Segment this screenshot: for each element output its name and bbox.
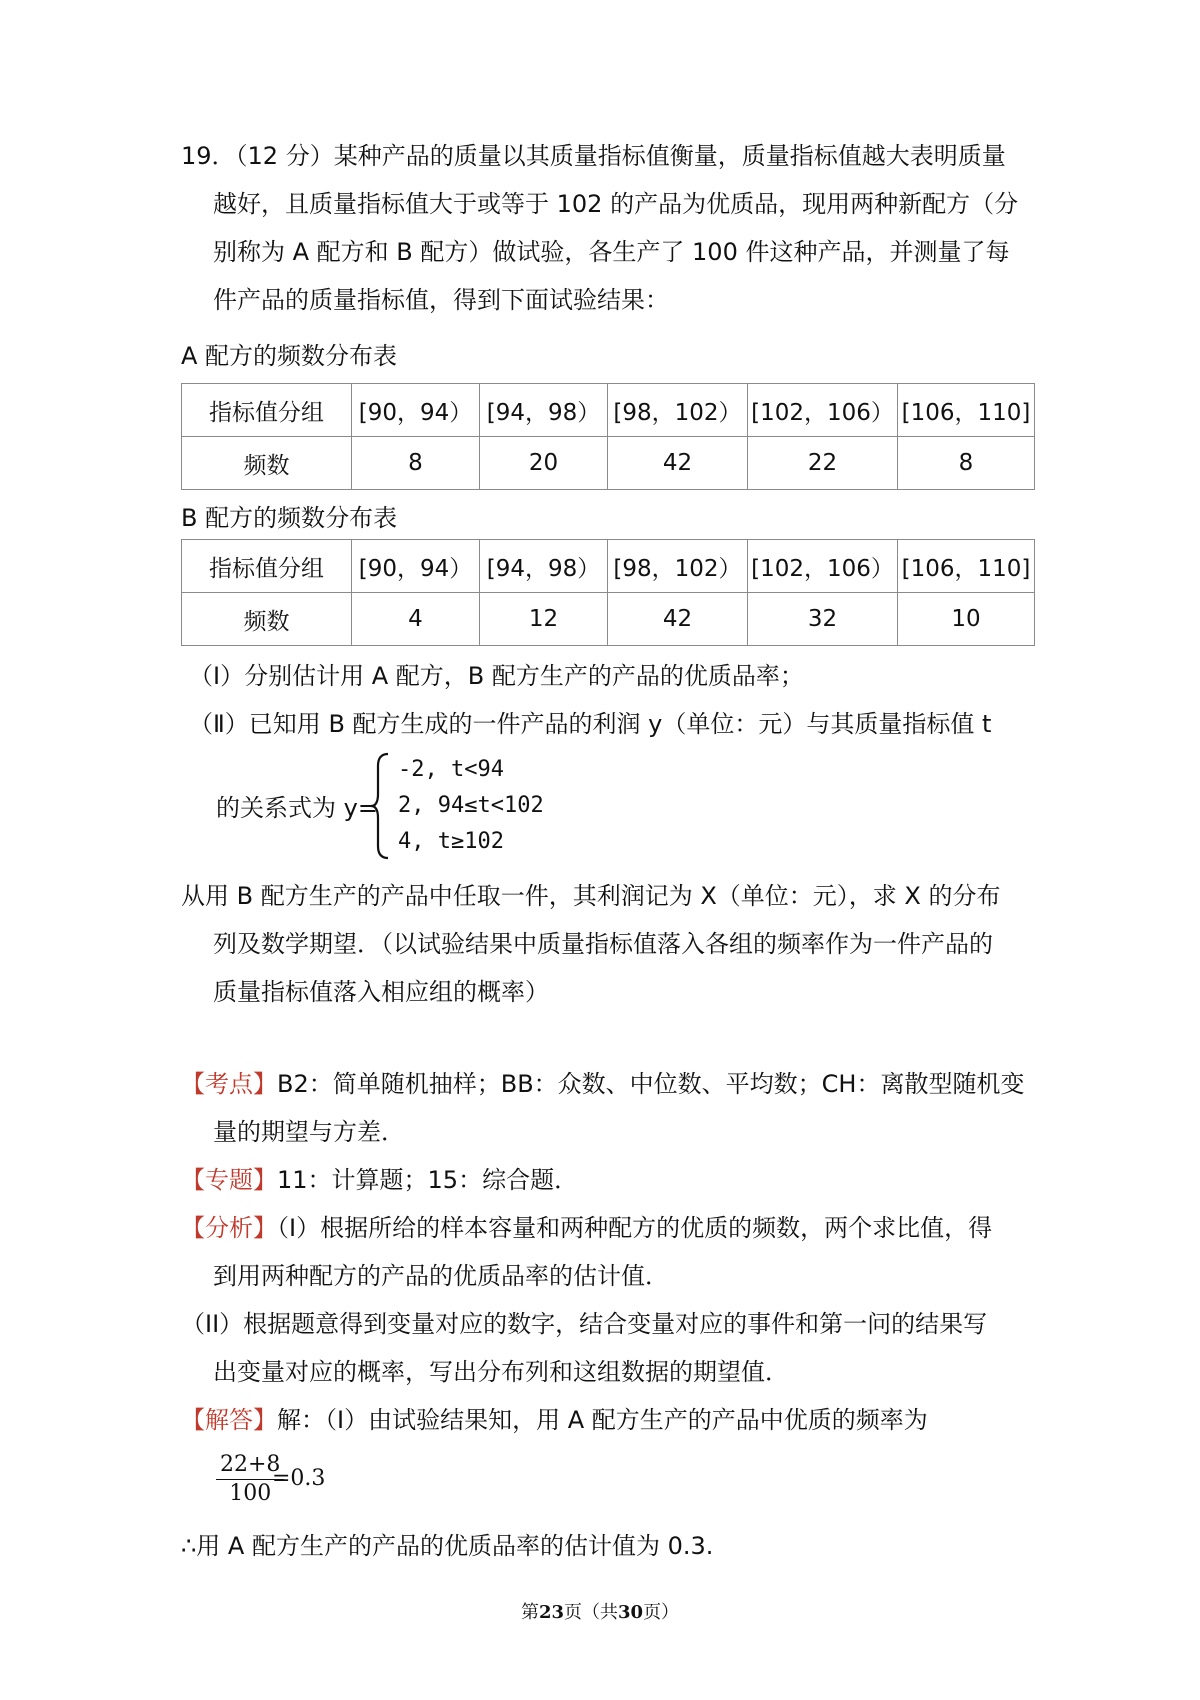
table-header-cell: [102，106） (748, 540, 898, 593)
piecewise-case-1: -2, t<94 (398, 757, 504, 782)
table-cell: 42 (608, 437, 748, 490)
fenxi-text-3: （II）根据题意得到变量对应的数字，结合变量对应的事件和第一问的结果写 (181, 1310, 988, 1338)
table-cell: 20 (480, 437, 608, 490)
kaodian-label: 【考点】 (181, 1070, 277, 1098)
table-header-cell: [106，110] (898, 540, 1035, 593)
fenxi-text: （I）根据所给的样本容量和两种配方的优质的频数，两个求比值，得 (277, 1214, 993, 1242)
footer-page-number: 23 (538, 1602, 564, 1623)
table-cell: 8 (898, 437, 1035, 490)
left-brace-icon (368, 750, 392, 862)
fraction-result: =0.3 (272, 1466, 326, 1491)
table-b-caption: B 配方的频数分布表 (181, 504, 398, 532)
zhuanti-row (181, 1164, 578, 1196)
problem-line-3: 别称为 A 配方和 B 配方）做试验，各生产了 100 件这种产品，并测量了每 (213, 238, 1010, 266)
page-footer (0, 1598, 1200, 1624)
table-header-cell: [90，94） (352, 540, 480, 593)
table-a-caption: A 配方的频数分布表 (181, 342, 398, 370)
table-header-cell: 指标值分组 (182, 384, 352, 437)
table-cell: 42 (608, 593, 748, 646)
problem-line-1: 19．（12 分）某种产品的质量以其质量指标值衡量，质量指标值越大表明质量 (181, 142, 1006, 170)
fraction-denominator: 100 (229, 1481, 272, 1506)
problem-line-4: 件产品的质量指标值，得到下面试验结果： (213, 286, 669, 314)
fenxi-text-2: 到用两种配方的产品的优质品率的估计值． (213, 1262, 669, 1290)
kaodian-text-2: 量的期望与方差． (213, 1118, 405, 1146)
table-cell: 频数 (182, 593, 352, 646)
fenxi-text-4: 出变量对应的概率，写出分布列和这组数据的期望值． (213, 1358, 789, 1386)
table-row (182, 437, 1035, 490)
table-row (182, 593, 1035, 646)
table-cell: 32 (748, 593, 898, 646)
table-header-cell: [90，94） (352, 384, 480, 437)
kaodian-row (181, 1068, 1024, 1100)
question-1: （Ⅰ）分别估计用 A 配方，B 配方生产的产品的优质品率； (189, 662, 804, 690)
table-cell: 4 (352, 593, 480, 646)
question-2-line-1: （Ⅱ）已知用 B 配方生成的一件产品的利润 y（单位：元）与其质量指标值 t (189, 710, 992, 738)
fenxi-label: 【分析】 (181, 1214, 277, 1242)
fraction-numerator: 22+8 (216, 1451, 284, 1480)
footer-suffix: 页） (643, 1602, 680, 1623)
footer-middle: 页（共 (564, 1602, 618, 1623)
question-2-line-2: 从用 B 配方生产的产品中任取一件，其利润记为 X（单位：元），求 X 的分布 (181, 882, 1001, 910)
zhuanti-label: 【专题】 (181, 1166, 277, 1194)
piecewise-case-2: 2, 94≤t<102 (398, 793, 544, 818)
table-cell: 12 (480, 593, 608, 646)
table-header-row (182, 540, 1035, 593)
table-header-row (182, 384, 1035, 437)
conclusion: ∴用 A 配方生产的产品的优质品率的估计值为 0.3. (181, 1532, 714, 1560)
footer-total-pages: 30 (618, 1602, 644, 1623)
question-2-line-4: 质量指标值落入相应组的概率） (213, 978, 549, 1006)
jieda-text: 解：（Ⅰ）由试验结果知，用 A 配方生产的产品中优质的频率为 (277, 1406, 928, 1434)
table-cell: 频数 (182, 437, 352, 490)
jieda-label: 【解答】 (181, 1406, 277, 1434)
fenxi-row (181, 1212, 992, 1244)
frequency-table-a (181, 383, 1035, 490)
table-cell: 22 (748, 437, 898, 490)
table-header-cell: 指标值分组 (182, 540, 352, 593)
question-2-line-3: 列及数学期望．（以试验结果中质量指标值落入各组的频率作为一件产品的 (213, 930, 993, 958)
zhuanti-text: 11：计算题；15：综合题． (277, 1166, 579, 1194)
footer-prefix: 第 (520, 1602, 539, 1623)
piecewise-case-3: 4, t≥102 (398, 829, 504, 854)
table-header-cell: [98，102） (608, 384, 748, 437)
table-header-cell: [102，106） (748, 384, 898, 437)
jieda-row (181, 1404, 928, 1436)
table-header-cell: [94，98） (480, 540, 608, 593)
table-cell: 10 (898, 593, 1035, 646)
table-header-cell: [94，98） (480, 384, 608, 437)
kaodian-text: B2：简单随机抽样；BB：众数、中位数、平均数；CH：离散型随机变 (277, 1070, 1025, 1098)
relation-prefix: 的关系式为 y= (216, 794, 378, 822)
table-cell: 8 (352, 437, 480, 490)
table-header-cell: [106，110] (898, 384, 1035, 437)
frequency-table-b (181, 539, 1035, 646)
problem-line-2: 越好，且质量指标值大于或等于 102 的产品为优质品，现用两种新配方（分 (213, 190, 1019, 218)
table-header-cell: [98，102） (608, 540, 748, 593)
